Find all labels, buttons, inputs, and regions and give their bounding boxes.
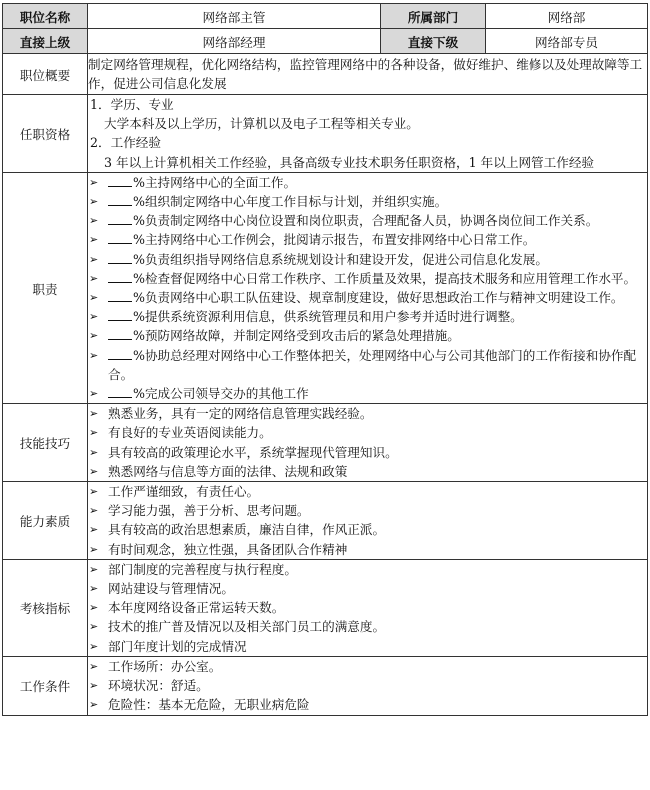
condition-item [88,676,647,695]
duty-text: %检查督促网络中心日常工作秩序、工作质量及效果，提高技术服务和应用管理工作水平。 [133,270,637,286]
blank-percentage-field [108,346,132,360]
kpi-label: 考核指标 [3,559,88,656]
duty-item [88,211,647,230]
arrow-bullet-icon: ➢ [89,504,99,518]
kpi-text: 部门年度计划的完成情况 [108,638,247,654]
condition-item [88,695,647,714]
duty-text: %负责组织指导网络信息系统规划设计和建设开发，促进公司信息化发展。 [133,251,548,267]
duty-item [88,346,647,384]
arrow-bullet-icon: ➢ [89,659,99,673]
abilities-content [88,482,648,560]
duties-content [88,172,648,403]
qualifications-content [88,95,648,173]
arrow-bullet-icon: ➢ [89,348,99,362]
direct-subordinate-value: 网络部专员 [486,29,648,54]
skill-item [88,404,647,423]
abilities-list [88,482,647,559]
kpi-row [3,559,648,656]
qualifications-row [3,95,648,173]
arrow-bullet-icon: ➢ [89,582,99,596]
arrow-bullet-icon: ➢ [89,426,99,440]
blank-percentage-field [108,173,132,187]
abilities-row [3,482,648,560]
arrow-bullet-icon: ➢ [89,485,99,499]
conditions-row [3,656,648,715]
duty-item [88,288,647,307]
condition-text: 环境状况：舒适。 [108,678,209,694]
arrow-bullet-icon: ➢ [89,679,99,693]
job-description-table [2,3,648,716]
direct-superior-label: 直接上级 [3,29,88,54]
ability-item [88,540,647,559]
duty-text: %组织制定网络中心年度工作目标与计划，并组织实施。 [133,194,448,210]
arrow-bullet-icon: ➢ [89,523,99,537]
skills-list [88,404,647,481]
overview-text: 制定网络管理规程，优化网络结构，监控管理网络中的各种设备，做好维护、维修以及处理故障等工作，促进公司信息化发展 [88,54,648,95]
arrow-bullet-icon: ➢ [89,387,99,401]
abilities-label: 能力素质 [3,482,88,560]
kpi-text: 本年度网络设备正常运转天数。 [108,600,285,616]
condition-text: 危险性：基本无危险，无职业病危险 [108,697,310,713]
skills-content [88,404,648,482]
kpi-content [88,559,648,656]
header-row-1 [3,4,648,29]
blank-percentage-field [108,326,132,340]
skills-row [3,404,648,482]
blank-percentage-field [108,230,132,244]
blank-percentage-field [108,384,132,398]
duty-text: %协助总经理对网络中心工作整体把关，处理网络中心与公司其他部门的工作衔接和协作配合。 [108,347,637,382]
duty-item [88,250,647,269]
arrow-bullet-icon: ➢ [89,639,99,653]
ability-item [88,501,647,520]
ability-text: 工作严谨细致，有责任心。 [108,484,260,500]
arrow-bullet-icon: ➢ [89,271,99,285]
qualification-detail: 大学本科及以上学历，计算机以及电子工程等相关专业。 [104,116,419,132]
skill-text: 熟悉业务，具有一定的网络信息管理实践经验。 [108,406,373,422]
arrow-bullet-icon: ➢ [89,252,99,266]
blank-percentage-field [108,192,132,206]
position-name-value: 网络部主管 [88,4,381,29]
ability-item [88,482,647,501]
skills-label: 技能技巧 [3,404,88,482]
position-name-label: 职位名称 [3,4,88,29]
skill-item [88,462,647,481]
condition-text: 工作场所：办公室。 [108,658,222,674]
duty-item [88,326,647,345]
skill-text: 具有较高的政策理论水平，系统掌握现代管理知识。 [108,444,398,460]
arrow-bullet-icon: ➢ [89,195,99,209]
arrow-bullet-icon: ➢ [89,214,99,228]
skill-text: 有良好的专业英语阅读能力。 [108,425,272,441]
qualification-title: 1．学历、专业 [90,97,174,112]
blank-percentage-field [108,211,132,225]
duty-item [88,230,647,249]
arrow-bullet-icon: ➢ [89,310,99,324]
qualification-detail: 3 年以上计算机相关工作经验，具备高级专业技术职务任职资格，1 年以上网管工作经验 [104,154,595,170]
duty-item [88,192,647,211]
duty-text: %负责网络中心职工队伍建设、规章制度建设，做好思想政治工作与精神文明建设工作。 [133,290,624,306]
duty-item [88,269,647,288]
overview-label: 职位概要 [3,54,88,95]
qualifications-label: 任职资格 [3,95,88,173]
kpi-item [88,637,647,656]
ability-text: 有时间观念，独立性强，具备团队合作精神 [108,541,348,557]
conditions-label: 工作条件 [3,656,88,715]
duty-text: %负责制定网络中心岗位设置和岗位职责，合理配备人员，协调各岗位间工作关系。 [133,213,599,229]
duties-label: 职责 [3,172,88,403]
arrow-bullet-icon: ➢ [89,175,99,189]
conditions-list [88,657,647,715]
arrow-bullet-icon: ➢ [89,291,99,305]
arrow-bullet-icon: ➢ [89,620,99,634]
duty-text: %主持网络中心工作例会，批阅请示报告，布置安排网络中心日常工作。 [133,232,536,248]
duty-item [88,173,647,192]
arrow-bullet-icon: ➢ [89,542,99,556]
condition-item [88,657,647,676]
duty-text: %完成公司领导交办的其他工作 [133,386,309,402]
kpi-item [88,598,647,617]
duties-row [3,172,648,403]
kpi-text: 部门制度的完善程度与执行程度。 [108,561,297,577]
duty-item [88,307,647,326]
kpi-item [88,617,647,636]
ability-text: 具有较高的政治思想素质，廉洁自律，作风正派。 [108,522,386,538]
ability-item [88,520,647,539]
department-value: 网络部 [486,4,648,29]
arrow-bullet-icon: ➢ [89,445,99,459]
kpi-item [88,560,647,579]
kpi-text: 技术的推广普及情况以及相关部门员工的满意度。 [108,619,386,635]
department-label: 所属部门 [381,4,486,29]
kpi-text: 网站建设与管理情况。 [108,581,234,597]
duty-text: %提供系统资源利用信息，供系统管理员和用户参考并适时进行调整。 [133,309,523,325]
direct-subordinate-label: 直接下级 [381,29,486,54]
overview-row [3,54,648,95]
blank-percentage-field [108,288,132,302]
qualification-title: 2．工作经验 [90,135,161,151]
arrow-bullet-icon: ➢ [89,329,99,343]
conditions-content [88,656,648,715]
direct-superior-value: 网络部经理 [88,29,381,54]
blank-percentage-field [108,250,132,264]
duty-text: %主持网络中心的全面工作。 [133,174,297,190]
skill-text: 熟悉网络与信息等方面的法律、法规和政策 [108,463,348,479]
blank-percentage-field [108,307,132,321]
kpi-list [88,560,647,656]
ability-text: 学习能力强，善于分析、思考问题。 [108,503,310,519]
duty-text: %预防网络故障，并制定网络受到攻击后的紧急处理措施。 [133,328,460,344]
kpi-item [88,579,647,598]
arrow-bullet-icon: ➢ [89,698,99,712]
duties-list [88,173,647,403]
skill-item [88,443,647,462]
blank-percentage-field [108,269,132,283]
arrow-bullet-icon: ➢ [89,464,99,478]
skill-item [88,423,647,442]
arrow-bullet-icon: ➢ [89,562,99,576]
arrow-bullet-icon: ➢ [89,233,99,247]
arrow-bullet-icon: ➢ [89,601,99,615]
duty-item [88,384,647,403]
header-row-2 [3,29,648,54]
arrow-bullet-icon: ➢ [89,407,99,421]
